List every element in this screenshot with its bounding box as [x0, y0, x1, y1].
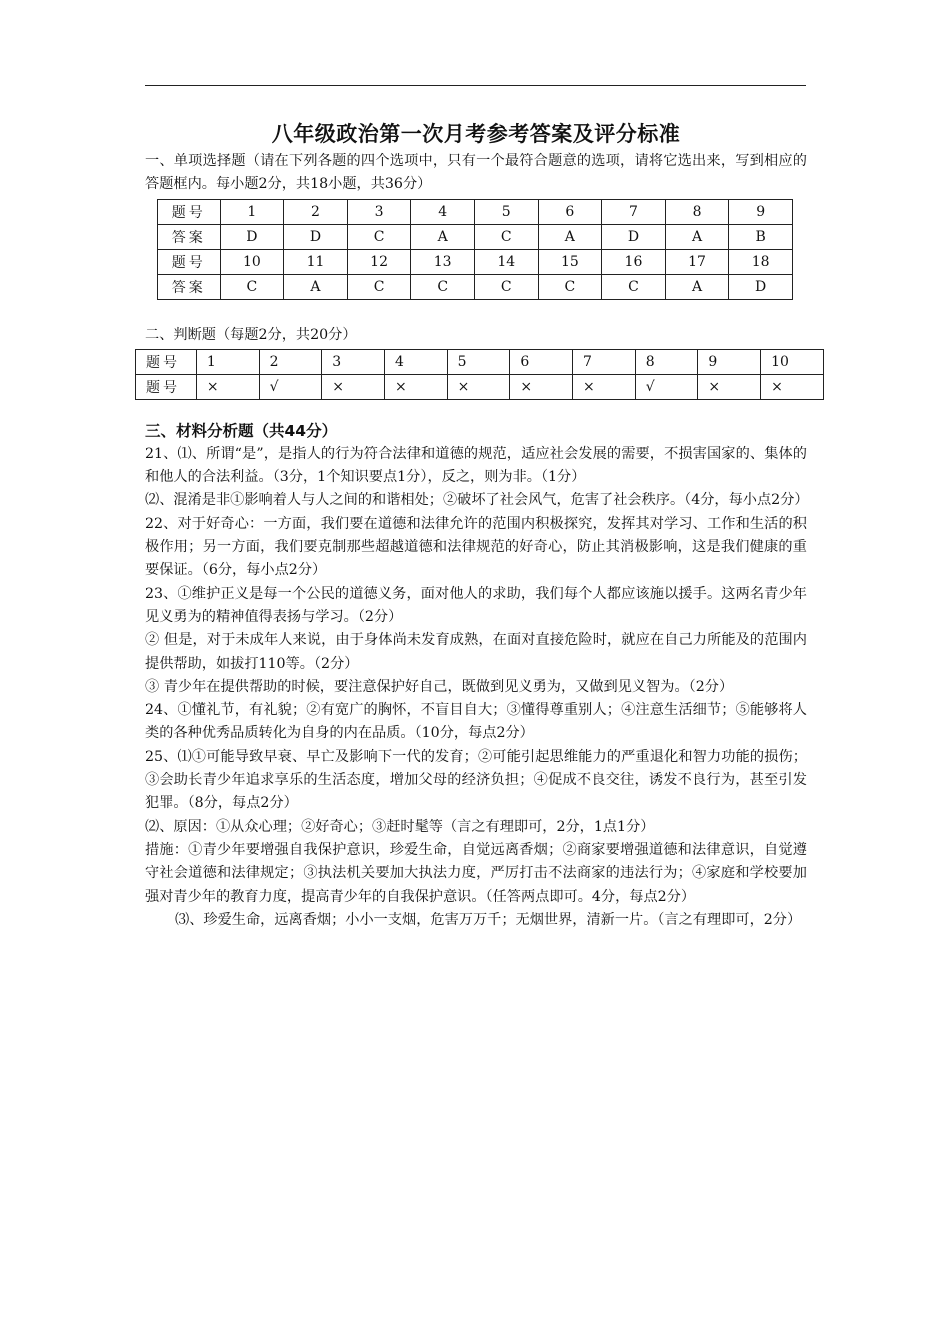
choice-table-cell: A [538, 224, 602, 249]
choice-table-row [158, 224, 793, 249]
choice-table-cell: 17 [665, 249, 729, 274]
choice-table-cell: 12 [347, 249, 411, 274]
q25-part2-reasons: ⑵、原因：①从众心理；②好奇心；③赶时髦等（言之有理即可，2分，1点1分） [145, 818, 655, 835]
choice-table-cell: A [665, 224, 729, 249]
judgement-table-cell: √ [259, 374, 322, 399]
choice-table-cell: C [474, 224, 538, 249]
choice-table-cell: 5 [474, 199, 538, 224]
page-title: 八年级政治第一次月考参考答案及评分标准 [271, 122, 681, 146]
judgement-table-cell: × [698, 374, 761, 399]
q23-point2: ② 但是，对于未成年人来说，由于身体尚未发育成熟，在面对直接危险时，就应在自己力所能及的范围内提供帮助，如拔打110等。（2分） [145, 632, 807, 672]
choice-table-row [158, 249, 793, 274]
choice-table-cell: 7 [602, 199, 666, 224]
judgement-table-cell: 2 [259, 349, 322, 374]
choice-answer-table [157, 199, 793, 300]
judgement-table-cell: 4 [384, 349, 447, 374]
choice-table-cell: C [538, 274, 602, 299]
q24-answer: 24、①懂礼节，有礼貌；②有宽广的胸怀，不盲目自大；③懂得尊重别人；④注意生活细节；⑤能够将人类的各种优秀品质转化为自身的内在品质。（10分，每点2分） [145, 702, 807, 742]
judgement-table-cell: × [573, 374, 636, 399]
choice-table-cell: 13 [411, 249, 475, 274]
judgement-table-cell: × [384, 374, 447, 399]
choice-table-cell: D [284, 224, 348, 249]
choice-table-row-label: 题号 [158, 249, 221, 274]
choice-table-cell: A [411, 224, 475, 249]
choice-table-cell: C [347, 224, 411, 249]
choice-table-cell: C [411, 274, 475, 299]
q25-part1: 25、⑴①可能导致早衰、早亡及影响下一代的发育；②可能引起思维能力的严重退化和智力功能的损伤；③会助长青少年追求享乐的生活态度，增加父母的经济负担；④促成不良交往，诱发不良行为，甚至引发犯罪。（8分，每点2分） [145, 748, 807, 812]
choice-table-cell: B [729, 224, 793, 249]
choice-table-row-label: 题号 [158, 199, 221, 224]
choice-table-cell: C [474, 274, 538, 299]
judgement-answer-table [135, 349, 824, 400]
judgement-table-cell: × [322, 374, 385, 399]
judgement-table-cell: 9 [698, 349, 761, 374]
choice-table-cell: 6 [538, 199, 602, 224]
judgement-table-cell: 7 [573, 349, 636, 374]
choice-table-cell: 9 [729, 199, 793, 224]
q25-part2-measures: 措施：①青少年要增强自我保护意识，珍爱生命，自觉远离香烟；②商家要增强道德和法律意识，自觉遵守社会道德和法律规定；③执法机关要加大执法力度，严厉打击不法商家的违法行为；④家庭和学校要加强对青少年的教育力度，提高青少年的自我保护意识。（任答两点即可。4分，每点2分） [145, 841, 807, 905]
choice-table-cell: C [602, 274, 666, 299]
choice-table-cell: A [665, 274, 729, 299]
choice-table-cell: 8 [665, 199, 729, 224]
choice-table-cell: 3 [347, 199, 411, 224]
choice-table-row [158, 274, 793, 299]
judgement-table-cell: 6 [510, 349, 573, 374]
judgement-table-cell: 8 [635, 349, 698, 374]
choice-table-cell: C [347, 274, 411, 299]
judgement-table-cell: × [196, 374, 259, 399]
judgement-table-cell: √ [635, 374, 698, 399]
choice-table-cell: 14 [474, 249, 538, 274]
choice-table-cell: D [220, 224, 284, 249]
choice-table-row-label: 答案 [158, 224, 221, 249]
judgement-table-row [136, 349, 824, 374]
judgement-table-cell: 5 [447, 349, 510, 374]
judgement-table-cell: × [510, 374, 573, 399]
choice-table-cell: 4 [411, 199, 475, 224]
judgement-table-cell: 1 [196, 349, 259, 374]
choice-table-cell: D [729, 274, 793, 299]
q22-answer: 22、对于好奇心：一方面，我们要在道德和法律允许的范围内积极探究，发挥其对学习、工作和生活的积极作用；另一方面，我们要克制那些超越道德和法律规范的好奇心，防止其消极影响，这是我们健康的重要保证。（6分，每小点2分） [145, 515, 807, 579]
choice-table-cell: 10 [220, 249, 284, 274]
choice-table-cell: 2 [284, 199, 348, 224]
section3-heading: 三、材料分析题（共44分） [145, 421, 338, 440]
choice-table-cell: 1 [220, 199, 284, 224]
section2-heading: 二、判断题（每题2分，共20分） [145, 326, 357, 343]
q25-part3: ⑶、珍爱生命，远离香烟；小小一支烟，危害万万千；无烟世界，清新一片。（言之有理即可，2分） [175, 911, 802, 928]
judgement-table-row-label: 题号 [136, 349, 197, 374]
judgement-table-cell: × [761, 374, 824, 399]
judgement-table-row [136, 374, 824, 399]
choice-table-cell: D [602, 224, 666, 249]
choice-table-cell: 18 [729, 249, 793, 274]
choice-table-cell: C [220, 274, 284, 299]
judgement-table-cell: 3 [322, 349, 385, 374]
q23-point3: ③ 青少年在提供帮助的时候，要注意保护好自己，既做到见义勇为，又做到见义智为。（2分） [145, 678, 734, 695]
section1-heading: 一、单项选择题（请在下列各题的四个选项中，只有一个最符合题意的选项，请将它选出来，写到相应的答题框内。每小题2分，共18小题，共36分） [145, 153, 807, 193]
judgement-table-row-label: 题号 [136, 374, 197, 399]
judgement-table-cell: × [447, 374, 510, 399]
choice-table-cell: 11 [284, 249, 348, 274]
choice-table-cell: 15 [538, 249, 602, 274]
choice-table-row [158, 199, 793, 224]
choice-table-row-label: 答案 [158, 274, 221, 299]
judgement-table-cell: 10 [761, 349, 824, 374]
header-rule [145, 85, 806, 86]
choice-table-cell: 16 [602, 249, 666, 274]
q21-part2: ⑵、混淆是非①影响着人与人之间的和谐相处；②破坏了社会风气，危害了社会秩序。（4分，每小点2分） [145, 492, 809, 509]
q21-part1: 21、⑴、所谓“是”，是指人的行为符合法律和道德的规范，适应社会发展的需要，不损害国家的、集体的和他人的合法利益。（3分，1个知识要点1分），反之，则为非。（1分） [145, 445, 807, 486]
q23-point1: 23、①维护正义是每一个公民的道德义务，面对他人的求助，我们每个人都应该施以援手。这两名青少年见义勇为的精神值得表扬与学习。（2分） [145, 585, 807, 625]
answer-sheet [145, 118, 807, 932]
choice-table-cell: A [284, 274, 348, 299]
